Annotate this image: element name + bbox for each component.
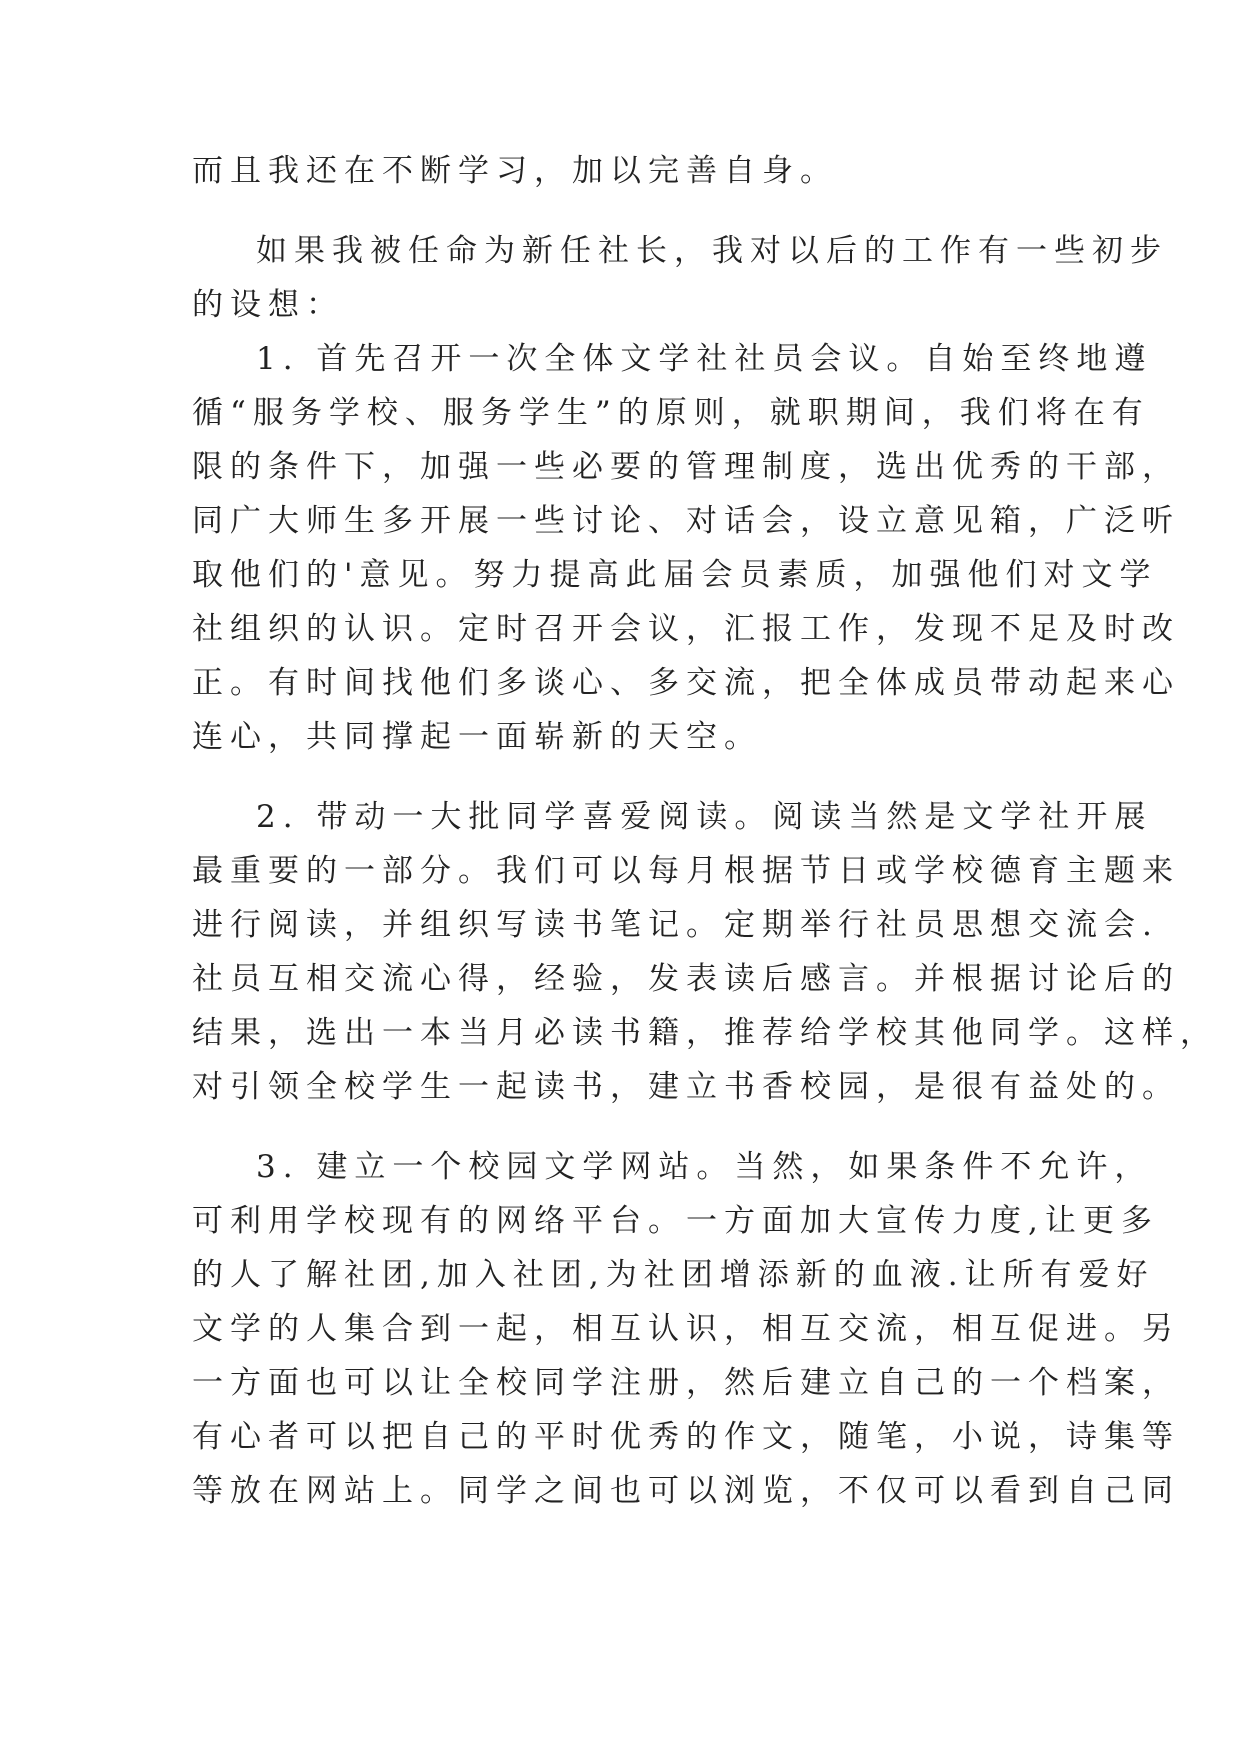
text-line: 结果，选出一本当月必读书籍，推荐给学校其他同学。这样，: [192, 1015, 1218, 1051]
text-line: 对引领全校学生一起读书，建立书香校园，是很有益处的。: [192, 1069, 1180, 1105]
text-line: 可利用学校现有的网络平台。一方面加大宣传力度,让更多: [192, 1203, 1159, 1239]
text-line: 的设想：: [192, 287, 344, 323]
text-line: 一方面也可以让全校同学注册，然后建立自己的一个档案，: [192, 1365, 1180, 1401]
text-line: 循“服务学校、服务学生”的原则，就职期间，我们将在有: [192, 395, 1150, 431]
text-line: 有心者可以把自己的平时优秀的作文，随笔，小说，诗集等: [192, 1419, 1180, 1455]
text-line: 1. 首先召开一次全体文学社社员会议。自始至终地遵: [256, 341, 1153, 377]
text-line: 同广大师生多开展一些讨论、对话会，设立意见箱，广泛听: [192, 503, 1180, 539]
text-line: 而且我还在不断学习，加以完善自身。: [192, 153, 838, 189]
text-line: 2. 带动一大批同学喜爱阅读。阅读当然是文学社开展: [256, 799, 1153, 835]
text-line: 进行阅读，并组织写读书笔记。定期举行社员思想交流会.: [192, 907, 1159, 943]
text-line: 社组织的认识。定时召开会议，汇报工作，发现不足及时改: [192, 611, 1180, 647]
text-line: 连心，共同撑起一面崭新的天空。: [192, 719, 762, 755]
text-line: 如果我被任命为新任社长，我对以后的工作有一些初步: [256, 233, 1168, 269]
text-line: 正。有时间找他们多谈心、多交流，把全体成员带动起来心: [192, 665, 1180, 701]
text-line: 等放在网站上。同学之间也可以浏览，不仅可以看到自己同: [192, 1473, 1180, 1509]
text-line: 取他们的'意见。努力提高此届会员素质，加强他们对文学: [192, 557, 1158, 593]
text-line: 3. 建立一个校园文学网站。当然，如果条件不允许，: [256, 1149, 1153, 1185]
text-line: 最重要的一部分。我们可以每月根据节日或学校德育主题来: [192, 853, 1180, 889]
text-line: 社员互相交流心得，经验，发表读后感言。并根据讨论后的: [192, 961, 1180, 997]
text-line: 文学的人集合到一起，相互认识，相互交流，相互促进。另: [192, 1311, 1180, 1347]
text-line: 限的条件下，加强一些必要的管理制度，选出优秀的干部，: [192, 449, 1180, 485]
text-line: 的人了解社团,加入社团,为社团增添新的血液.让所有爱好: [192, 1257, 1155, 1293]
